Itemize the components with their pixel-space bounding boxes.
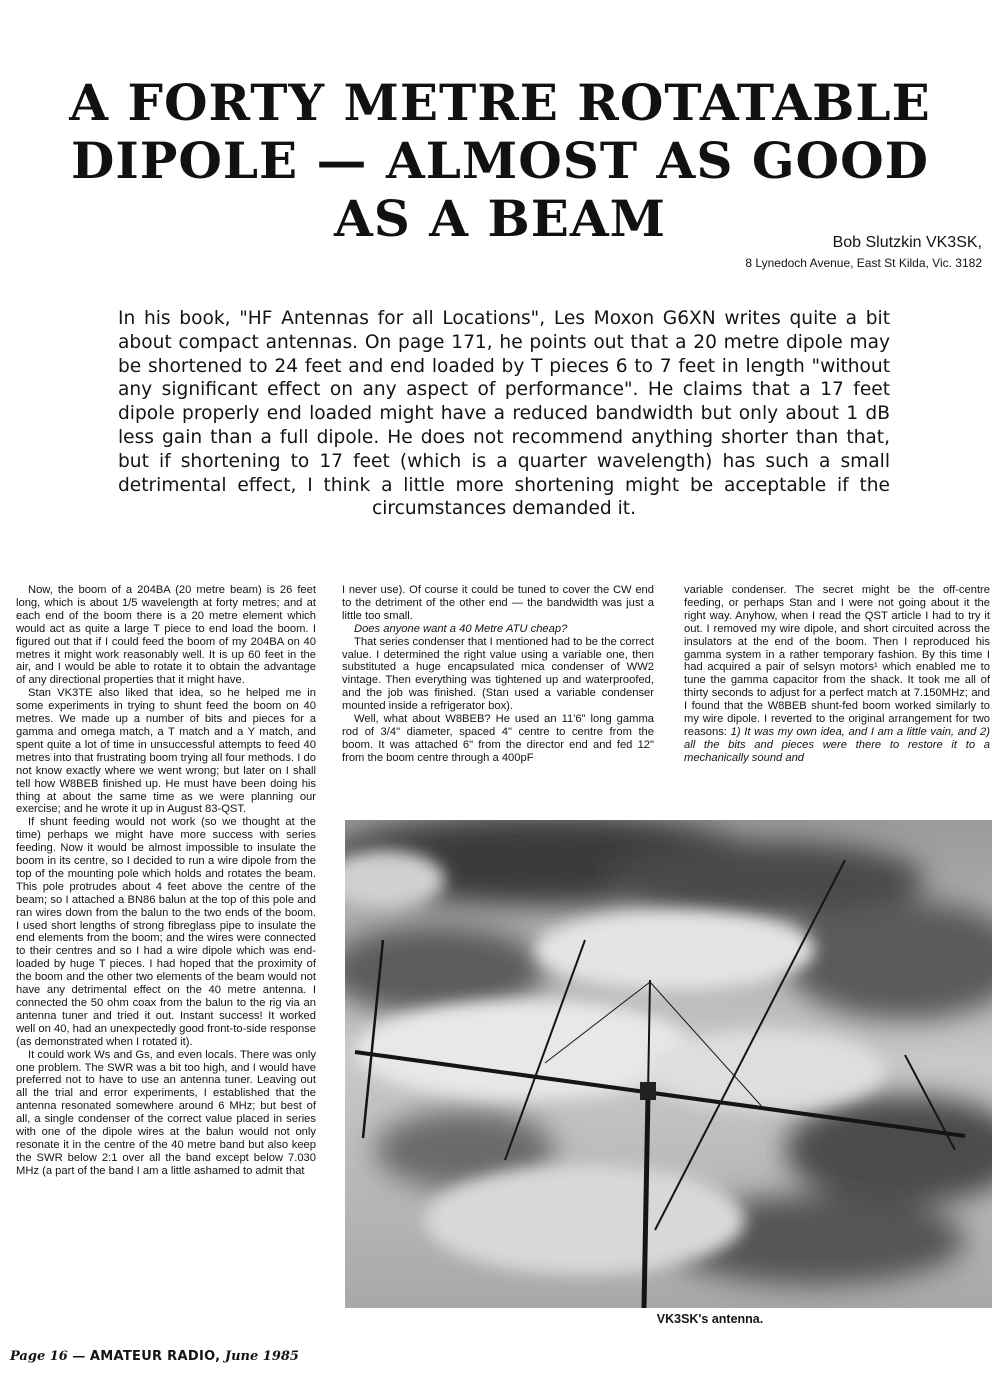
author-name: Bob Slutzkin VK3SK, (832, 234, 982, 251)
author-address: 8 Lynedoch Avenue, East St Kilda, Vic. 3182 (745, 256, 982, 270)
lead-paragraph: In his book, "HF Antennas for all Locations", Les Moxon G6XN writes quite a bit about compact antennas. On page 171, he points out that a 20 metre dipole may be shortened to 24 feet and end loaded by T pieces 6 to 7 feet in length "without any significant effect on any aspect of performance". He claims that a 17 feet dipole properly end loaded might have a reduced bandwidth but only about 1 dB less gain than a full dipole. He does not recommend anything shorter than that, but if shortening to 17 feet (which is a quarter wavelength) has such a small detrimental effect, I think a little more shortening might be acceptable if the circumstances demanded it. (118, 308, 890, 520)
issue-date: June 1985 (220, 1349, 299, 1364)
page-footer (10, 1349, 299, 1364)
body-column-3 (684, 584, 990, 765)
magazine-name: AMATEUR RADIO, (89, 1349, 221, 1364)
body-column-2 (342, 584, 654, 765)
title-line-1: A FORTY METRE ROTATABLE (69, 73, 931, 132)
body-paragraph: I never use). Of course it could be tuned to cover the CW end to the detriment of the other end — the bandwidth was just a little too small. (342, 584, 654, 622)
article-title (40, 74, 960, 248)
body-paragraph-with-italics (684, 584, 990, 765)
title-line-2: DIPOLE — ALMOST AS GOOD (70, 131, 930, 190)
byline (745, 232, 982, 272)
body-italic-line: Does anyone want a 40 Metre ATU cheap? (354, 622, 568, 635)
page-number: Page 16 (10, 1349, 68, 1364)
rotator-housing (640, 1082, 656, 1100)
body-italic-text: 1) It was my own idea, and I am a little vain, and 2) all the bits and pieces were there to restore it to a mechanically sound and (684, 725, 991, 764)
body-paragraph: Stan VK3TE also liked that idea, so he helped me in some experiments in trying to shunt feed the boom on 40 metres. We made up a number of bits and pieces for a gamma and omega match, a T match and a Y match, and spent quite a lot of time in unsuccessful attempts to feed 40 metres into that frustrating boom trying all four methods. I do not know exactly where we went wrong; but later on I shall tell how W8BEB finished up. He must have been doing his thing at about the same time as we were planning our exercise; and he wrote it up in August 83-QST. (16, 687, 316, 816)
body-paragraph: That series condenser that I mentioned had to be the correct value. I determined the right value using a variable one, then substituted a huge encapsulated mica condenser of WW2 vintage. Then everything was tightened up and waterproofed, and the job was finished. (Stan used a variable condenser mounted inside a refrigerator box). (342, 635, 654, 713)
photo-caption: VK3SK's antenna. (656, 1312, 764, 1326)
title-line-3: AS A BEAM (333, 189, 667, 248)
footer-dash: — (67, 1349, 90, 1364)
body-paragraph: Well, what about W8BEB? He used an 11'6" long gamma rod of 3/4" diameter, spaced 4" centre to centre from the boom. It was attached 6" from the director end and fed 12" from the boom centre through a 400pF (342, 713, 654, 764)
body-text: variable condenser. The secret might be the off-centre feeding, or perhaps Stan and I were not going about it the right way. Anyhow, when I read the QST article I had to try it out. I removed my wire dipole, and short circuited across the insulators at the end of the boom. Then I reproduced his gamma system in a rather temporary fashion. By this time I had acquired a pair of selsyn motors¹ which enabled me to tune the gamma capacitor from the shack. It took me all of thirty seconds to adjust for a perfect match at 7.150MHz; and I found that the W8BEB shunt-fed boom worked similarly to my wire dipole. I reverted to the original arrangement for two reasons: (684, 584, 990, 738)
body-paragraph: If shunt feeding would not work (so we thought at the time) perhaps we might have more success with series feeding. Now it would be almost impossible to insulate the boom in its centre, so I decided to run a wire dipole from the top of the mounting pole which holds and rotates the beam. This pole protrudes about 4 feet above the centre of the beam; so I attached a BN86 balun at the top of this pole and ran wires down from the balun to the two ends of the boom. I used short lengths of strong fibreglass pipe to insulate the end elements from the boom; and the wires were connected to their centres and so I had a wire dipole which was end-loaded by huge T pieces. I had hoped that the proximity of the boom and the other two elements of the beam would not have any detrimental effect on the 40 metre antenna. I connected the 50 ohm coax from the balun to the rig via an antenna tuner and tried it out. Instant success! It worked well on 40, had an unexpectedly good front-to-side response (as demonstrated when I rotated it). (16, 816, 316, 1048)
body-paragraph: Now, the boom of a 204BA (20 metre beam) is 26 feet long, which is about 1/5 wavelength at forty metres; and at each end of the boom there is a 20 metre element which would act as quite a large T piece to end load the boom. I figured out that if I could feed the boom of my 204BA on 40 metres it might work reasonably well. It is up 60 feet in the air, and I would be able to rotate it to obtain the advantage of any directional properties that it might have. (16, 584, 316, 687)
body-column-1 (16, 584, 316, 1178)
antenna-photo (345, 820, 992, 1308)
body-paragraph: It could work Ws and Gs, and even locals. There was only one problem. The SWR was a bit too high, and I would have preferred not to have to use an antenna tuner. Leaving out all the trial and error experiments, I established that the antenna resonated somewhere around 6 MHz; but best of all, a single condenser of the correct value placed in series with one of the dipole wires at the balun would not only resonate it in the centre of the 40 metre band but also keep the SWR below 2:1 over all the band except below 7.030 MHz (a part of the band I am a little ashamed to admit that (16, 1048, 316, 1177)
